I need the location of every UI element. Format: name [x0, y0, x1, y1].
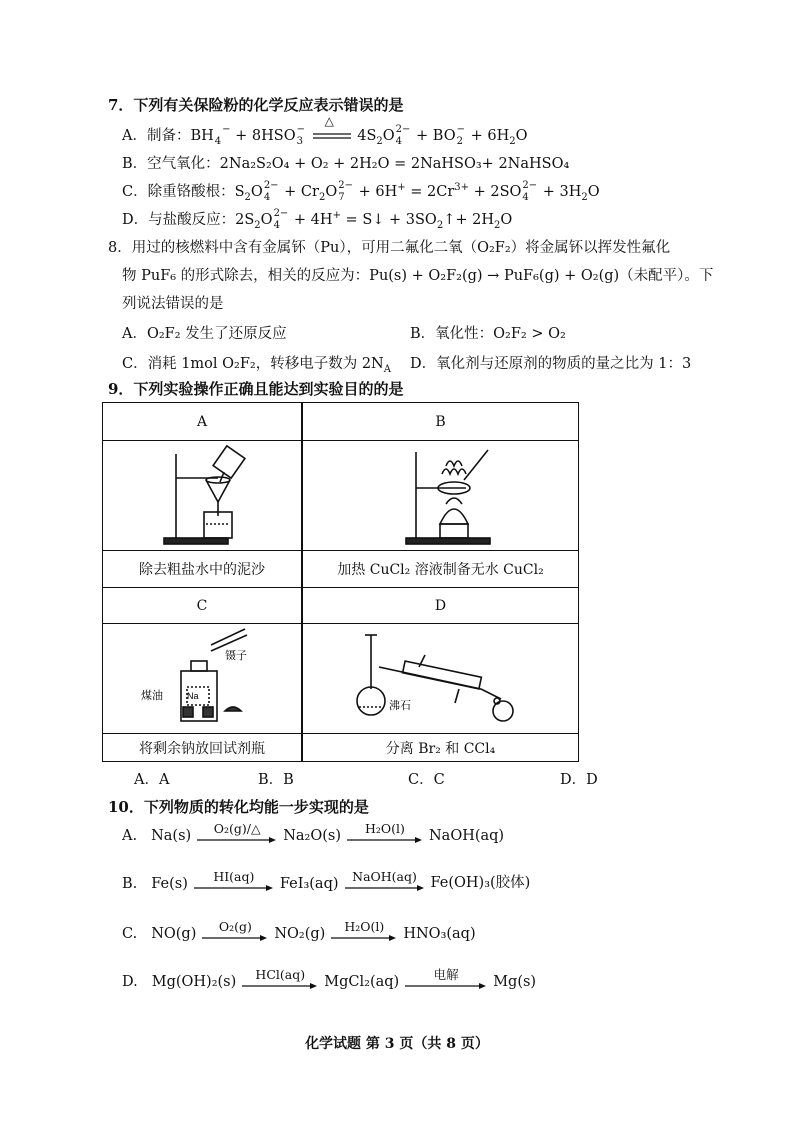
q8-option-b: B．氧化性：O₂F₂ > O₂	[410, 326, 566, 342]
q7-option-a-prefix: A．制备：	[122, 128, 191, 144]
q8-option-d: D．氧化剂与还原剂的物质的量之比为 1：3	[410, 356, 692, 372]
q8-option-a: A．O₂F₂ 发生了还原反应	[122, 326, 287, 342]
equilibrium-sign-icon	[311, 132, 353, 140]
q7-stem: 7．下列有关保险粉的化学反应表示错误的是	[108, 96, 404, 114]
q7-option-d-prefix: D．与盐酸反应：	[122, 212, 236, 228]
figure-d-distillation	[302, 624, 579, 733]
q9-answer-d: D．D	[560, 772, 598, 788]
q10-option-c	[122, 920, 476, 942]
q8-option-c-sub: A	[383, 363, 391, 375]
label-boiling-stones: 沸石	[388, 699, 411, 712]
reagent-bottle-icon	[127, 627, 277, 731]
q10-c-c1: O₂(g)	[218, 919, 252, 934]
arrow-right-icon	[202, 934, 268, 942]
q8-option-c-text: C．消耗 1mol O₂F₂，转移电子数为 2N	[122, 356, 384, 372]
q10-a-s3: NaOH(aq)	[428, 828, 505, 844]
q10-b-c2: NaOH(aq)	[352, 869, 417, 884]
label-kerosene: 煤油	[141, 689, 163, 702]
q10-b-letter: B.	[122, 876, 138, 892]
filtration-apparatus-icon	[142, 444, 262, 548]
q10-a-c1: O₂(g)/△	[213, 821, 261, 836]
label-na: Na	[187, 690, 199, 701]
q8-stem-line3: 列说法错误的是	[122, 296, 224, 312]
q10-option-d	[122, 968, 536, 990]
arrow-right-icon	[347, 836, 423, 844]
q10-c-s1: NO(g)	[151, 926, 197, 942]
q7-option-c: C．除重铬酸根：$S_2O$ 2− 4 + $Cr_2O$ 2− 7 + $6H^+ = 2Cr^{3+} + 2SO$ 2− 4 + $3H_2O$	[122, 180, 600, 203]
q10-a-c2: H₂O(l)	[365, 821, 405, 836]
q7-option-b: B．空气氧化：2Na₂S₂O₄ + O₂ + 2H₂O = 2NaHSO₃+ 2NaHSO₄	[122, 156, 570, 172]
q7-option-c-prefix: C．除重铬酸根：	[122, 184, 235, 200]
q10-a-s1: Na(s)	[151, 828, 192, 844]
distillation-apparatus-icon	[351, 627, 531, 731]
q8-stem-line2: 物 PuF₆ 的形式除去，相关的反应为：Pu(s) + O₂F₂(g) → PuF₆(g) + O₂(g)（未配平）。下	[122, 268, 714, 284]
q10-d-letter: D.	[122, 974, 138, 990]
label-tweezers: 镊子	[225, 649, 247, 662]
arrow-right-icon	[331, 934, 397, 942]
caption-c: 将剩余钠放回试剂瓶	[139, 741, 265, 757]
q10-stem: 10．下列物质的转化均能一步实现的是	[108, 798, 369, 816]
q9-answer-a: A．A	[134, 772, 170, 788]
q9-stem: 9．下列实验操作正确且能达到实验目的的是	[108, 380, 404, 398]
q10-d-s1: Mg(OH)₂(s)	[151, 974, 237, 990]
figure-c-sodium-bottle	[103, 624, 301, 733]
q9-table	[102, 402, 579, 762]
arrow-right-icon	[345, 884, 425, 892]
q10-c-letter: C.	[122, 926, 138, 942]
page-footer: 化学试题 第 3 页（共 8 页）	[305, 1036, 489, 1052]
header-a: A	[196, 413, 208, 430]
caption-d: 分离 Br₂ 和 CCl₄	[385, 741, 496, 757]
q10-d-s3: Mg(s)	[493, 974, 537, 990]
q10-d-s2: MgCl₂(aq)	[324, 974, 400, 990]
q10-option-b	[122, 870, 530, 892]
q7-option-d: D．与盐酸反应：$2S_2O$ 2− 4 + 4H+ = S↓ + $3SO_2↑+ 2H_2O$	[122, 208, 513, 231]
q10-option-a	[122, 822, 504, 844]
arrow-right-icon	[194, 884, 274, 892]
q8-option-c	[122, 352, 391, 373]
evaporation-apparatus-icon	[376, 444, 506, 548]
q10-b-s3: Fe(OH)₃(胶体)	[430, 875, 531, 891]
header-c: C	[196, 597, 208, 614]
q10-c-c2: H₂O(l)	[344, 919, 385, 934]
q10-a-s2: Na₂O(s)	[283, 828, 341, 844]
figure-a-filtration	[103, 441, 301, 550]
q9-answer-c: C．C	[408, 772, 445, 788]
q10-b-c1: HI(aq)	[213, 869, 255, 884]
arrow-right-icon	[197, 836, 277, 844]
q8-stem-line1: 8．用过的核燃料中含有金属钚（Pu），可用二氟化二氧（O₂F₂）将金属钚以挥发性氟化	[108, 240, 671, 256]
q7-option-a: A．制备：BH 4 − + 8HSO − 3 △ $4S_2O$ 2− 4 + BO − 2 + $6H_2O$	[122, 114, 528, 147]
q10-c-s2: NO₂(g)	[274, 926, 326, 942]
caption-b: 加热 CuCl₂ 溶液制备无水 CuCl₂	[337, 562, 544, 578]
q10-b-s2: FeI₃(aq)	[279, 876, 339, 892]
header-b: B	[435, 413, 446, 430]
q9-answer-b: B．B	[258, 772, 294, 788]
header-d: D	[434, 597, 447, 614]
arrow-right-icon	[242, 982, 318, 990]
arrow-right-icon	[405, 982, 487, 990]
q10-d-c2: 电解	[433, 967, 459, 982]
q10-d-c1: HCl(aq)	[255, 967, 306, 982]
q10-b-s1: Fe(s)	[151, 876, 188, 892]
caption-a: 除去粗盐水中的泥沙	[139, 562, 265, 578]
q10-a-letter: A.	[122, 828, 138, 844]
q10-c-s3: HNO₃(aq)	[403, 926, 476, 942]
figure-b-evaporation	[302, 441, 579, 550]
